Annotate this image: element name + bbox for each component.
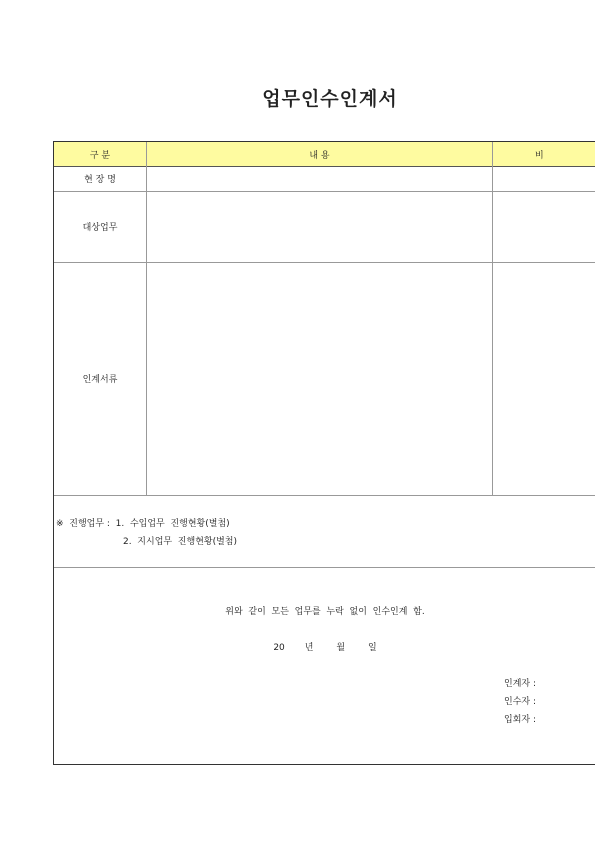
progress-line-2: 2. 지시업무 진행현황(별첨): [123, 537, 237, 547]
signer-receiver: 인수자 :: [504, 697, 536, 707]
label-target-task: 대상업무: [54, 191, 147, 262]
progress-section: [54, 495, 595, 568]
site-name-field[interactable]: [147, 166, 493, 191]
handover-form: [53, 141, 595, 765]
header-content: 내 용: [147, 142, 493, 166]
table-row-task: [54, 191, 595, 263]
task-remarks-field[interactable]: [493, 191, 595, 262]
progress-line-1: ※ 진행업무 : 1. 수입업무 진행현황(별첨): [56, 519, 230, 529]
target-task-field[interactable]: [147, 191, 493, 262]
table-row-docs: [54, 262, 595, 496]
label-handover-docs: 인계서류: [54, 262, 147, 495]
site-remarks-field[interactable]: [493, 166, 595, 191]
date-line: 20 년 월 일: [273, 643, 377, 653]
table-row-site: [54, 166, 595, 192]
handover-statement: 위와 같이 모든 업무를 누락 없이 인수인계 함.: [225, 607, 425, 617]
handover-docs-field[interactable]: [147, 262, 493, 495]
signer-witness: 입회자 :: [504, 715, 536, 725]
docs-remarks-field[interactable]: [493, 262, 595, 495]
header-remarks: 비: [535, 150, 544, 161]
label-site-name: 현 장 명: [54, 166, 147, 191]
header-category: 구 분: [54, 142, 147, 166]
table-header: [54, 142, 595, 167]
signer-handover: 인계자 :: [504, 679, 536, 689]
signature-section: [54, 567, 595, 763]
document-title: 업무인수인계서: [262, 88, 398, 110]
